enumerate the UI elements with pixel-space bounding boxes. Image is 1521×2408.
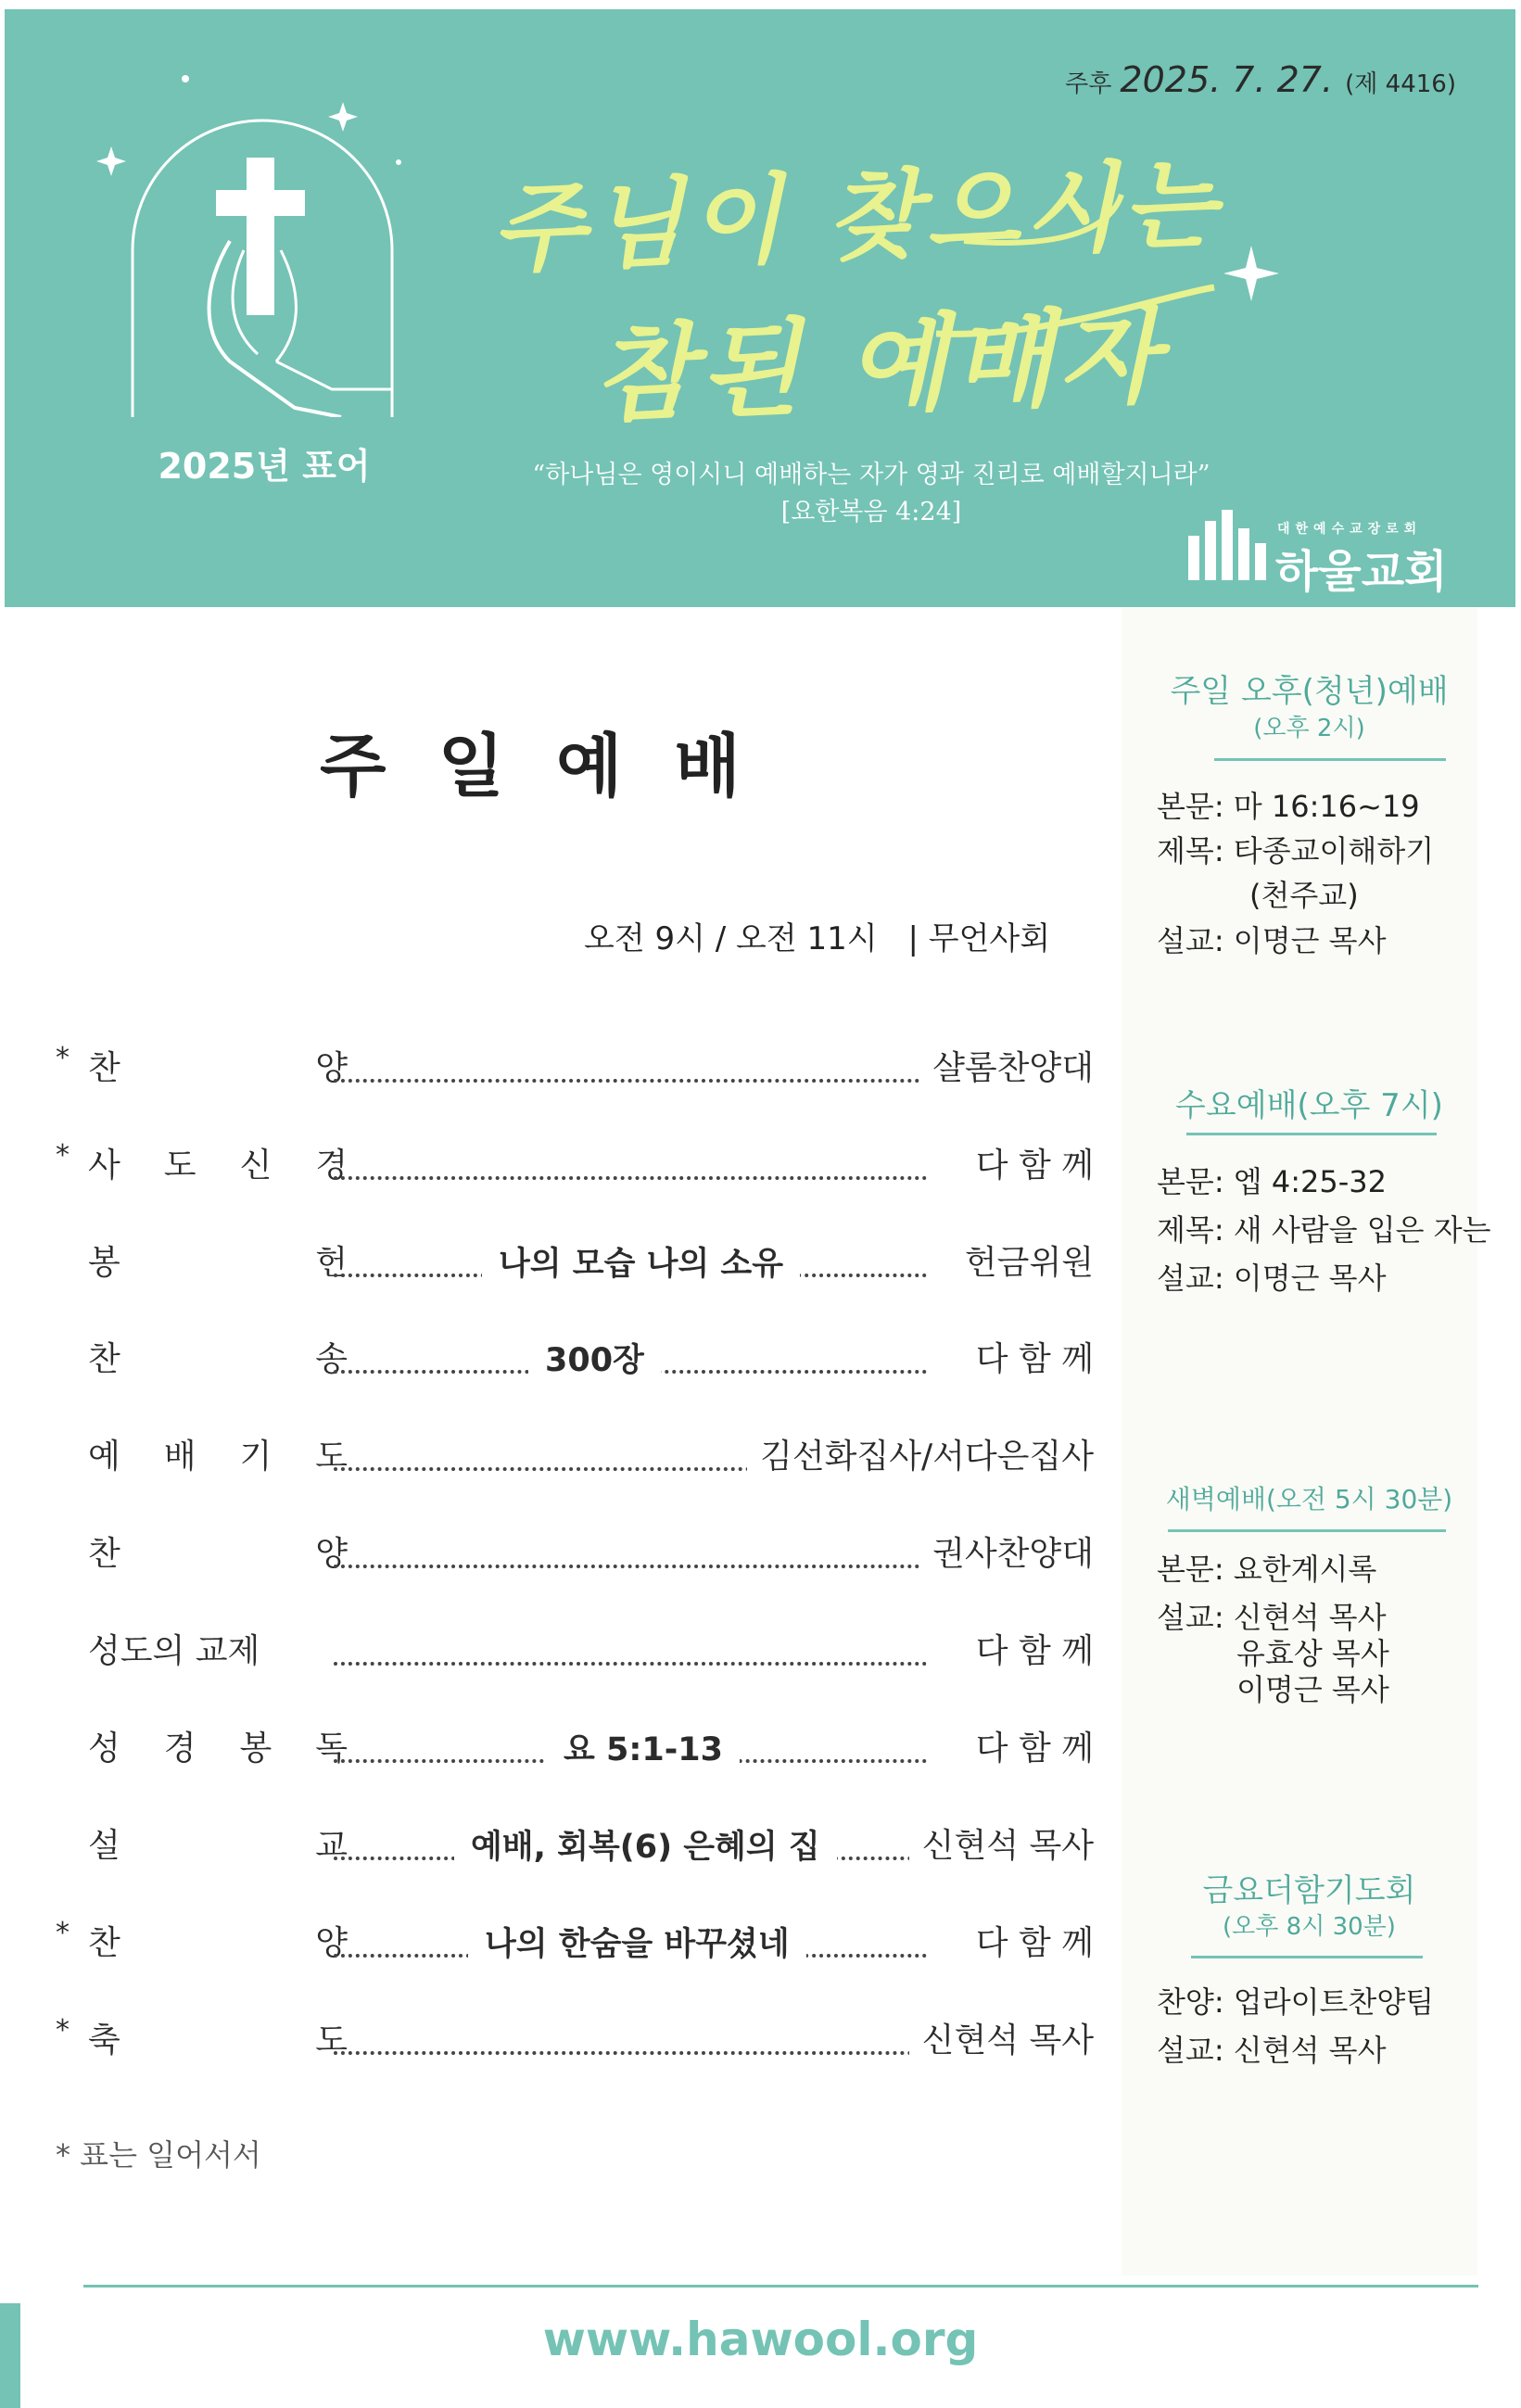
banner-title-line1: 주님이 찾으시는 <box>489 146 1223 286</box>
order-item-name: 찬 양 <box>88 1049 348 1087</box>
service-times-text: 오전 9시 / 오전 11시 <box>584 920 878 957</box>
motto-verse-reference: [요한복음 4:24] <box>780 498 962 526</box>
order-item-person: 헌금위원 <box>952 1236 1094 1284</box>
order-item-person: 권사찬양대 <box>919 1527 1094 1575</box>
wednesday-line: 본문: 엡 4:25-32 <box>1157 1164 1387 1199</box>
order-item-name: 성 경 봉 독 <box>88 1730 348 1768</box>
praying-hands-cross-icon <box>128 111 397 417</box>
standing-note: * 표는 일어서서 <box>56 2137 261 2173</box>
motto-verse: “하나님은 영이시니 예배하는 자가 영과 진리로 예배할지니라” <box>532 461 1210 489</box>
dot-leader <box>334 1629 927 1666</box>
dot-leader <box>334 1531 927 1568</box>
church-logo-icon <box>1185 508 1273 582</box>
dawn-line: 이명근 목사 <box>1236 1672 1389 1707</box>
wednesday-service-title: 수요예배(오후 7시) <box>1175 1087 1443 1124</box>
order-row <box>56 1036 1094 1092</box>
standing-mark: * <box>56 1139 70 1172</box>
afternoon-service-title: 주일 오후(청년)예배 <box>1170 673 1449 710</box>
standing-mark: * <box>56 1042 70 1074</box>
order-item-person: 샬롬찬양대 <box>919 1042 1094 1089</box>
denomination-name: 대한예수교장로회 <box>1277 522 1423 537</box>
page-title: 주일예배 <box>320 727 792 806</box>
divider <box>1186 1133 1437 1135</box>
service-date: 2025. 7. 27. <box>1120 59 1334 100</box>
banner-title-line2: 참된 예배자 <box>591 295 1167 437</box>
friday-line: 찬양: 업라이트찬양팀 <box>1157 1984 1435 2020</box>
standing-mark: * <box>56 2014 70 2047</box>
order-item-detail: 300장 <box>528 1335 661 1381</box>
service-times <box>584 913 1050 958</box>
order-row <box>56 1425 1094 1480</box>
order-row <box>56 1231 1094 1286</box>
church-name: 하울교회 <box>1275 546 1448 598</box>
order-item-person: 다 함 께 <box>963 1625 1094 1672</box>
order-item-person: 다 함 께 <box>963 1333 1094 1380</box>
order-row <box>56 1327 1094 1383</box>
dot-leader <box>334 1143 927 1180</box>
silent-prayer-label: | 무언사회 <box>907 920 1051 957</box>
order-item-detail: 예배, 회복(6) 은혜의 집 <box>454 1821 837 1868</box>
order-item-name: 봉 헌 <box>88 1244 348 1282</box>
dawn-service-title: 새벽예배(오전 5시 30분) <box>1165 1484 1453 1515</box>
afternoon-service-time: (오후 2시) <box>1253 715 1365 742</box>
order-item-name: 찬 양 <box>88 1535 348 1573</box>
order-item-person: 다 함 께 <box>963 1722 1094 1769</box>
divider <box>1191 1956 1423 1958</box>
order-item-person: 신현석 목사 <box>909 1819 1094 1867</box>
brush-stroke-icon <box>927 185 1233 371</box>
order-row <box>56 1619 1094 1675</box>
order-row <box>56 1522 1094 1578</box>
order-item-person: 다 함 께 <box>963 1139 1094 1186</box>
website-link[interactable]: www.hawool.org <box>542 2313 979 2366</box>
edge-tab <box>0 2303 20 2408</box>
order-item-name: 설 교 <box>88 1827 348 1865</box>
order-row <box>56 1134 1094 1189</box>
order-item-name: 찬 양 <box>88 1924 348 1962</box>
standing-mark: * <box>56 1917 70 1949</box>
friday-service-time: (오후 8시 30분) <box>1223 1913 1396 1941</box>
order-row <box>56 2009 1094 2064</box>
order-item-detail: 요 5:1-13 <box>547 1724 740 1770</box>
divider <box>1168 1529 1446 1532</box>
order-item-name: 축 도 <box>88 2021 348 2059</box>
dawn-line: 설교: 신현석 목사 <box>1157 1600 1387 1635</box>
dawn-line: 유효상 목사 <box>1236 1636 1389 1671</box>
order-row <box>56 1717 1094 1772</box>
order-item-person: 김선화집사/서다은집사 <box>747 1430 1094 1477</box>
afternoon-line: 제목: 타종교이해하기 <box>1157 833 1435 868</box>
order-item-detail: 나의 모습 나의 소유 <box>482 1238 800 1285</box>
wednesday-line: 제목: 새 사람을 입은 자는 <box>1157 1212 1491 1248</box>
year-motto: 2025년 표어 <box>158 446 371 487</box>
dawn-line: 본문: 요한계시록 <box>1157 1552 1377 1587</box>
divider <box>1214 758 1446 761</box>
order-item-name: 사 도 신 경 <box>88 1147 348 1185</box>
order-item-name: 찬 송 <box>88 1340 348 1378</box>
issue-number: (제 4416) <box>1345 70 1456 98</box>
date-line <box>1065 59 1456 100</box>
friday-service-title: 금요더함기도회 <box>1202 1872 1416 1909</box>
order-item-name: 예 배 기 도 <box>88 1438 348 1476</box>
afternoon-line: (천주교) <box>1249 878 1359 913</box>
order-row <box>56 1911 1094 1967</box>
dot-leader <box>334 2018 927 2055</box>
order-item-person: 다 함 께 <box>963 1917 1094 1964</box>
date-label: 주후 <box>1065 70 1112 98</box>
wednesday-line: 설교: 이명근 목사 <box>1157 1261 1387 1296</box>
order-row <box>56 1814 1094 1869</box>
dot-leader <box>334 1046 927 1083</box>
afternoon-line: 설교: 이명근 목사 <box>1157 923 1387 958</box>
order-item-person: 신현석 목사 <box>909 2014 1094 2061</box>
afternoon-line: 본문: 마 16:16~19 <box>1157 789 1420 824</box>
friday-line: 설교: 신현석 목사 <box>1157 2033 1387 2068</box>
footer-divider <box>83 2285 1478 2288</box>
order-item-detail: 나의 한숨을 바꾸셨네 <box>468 1919 806 1965</box>
order-item-name: 성도의 교제 <box>88 1632 260 1670</box>
